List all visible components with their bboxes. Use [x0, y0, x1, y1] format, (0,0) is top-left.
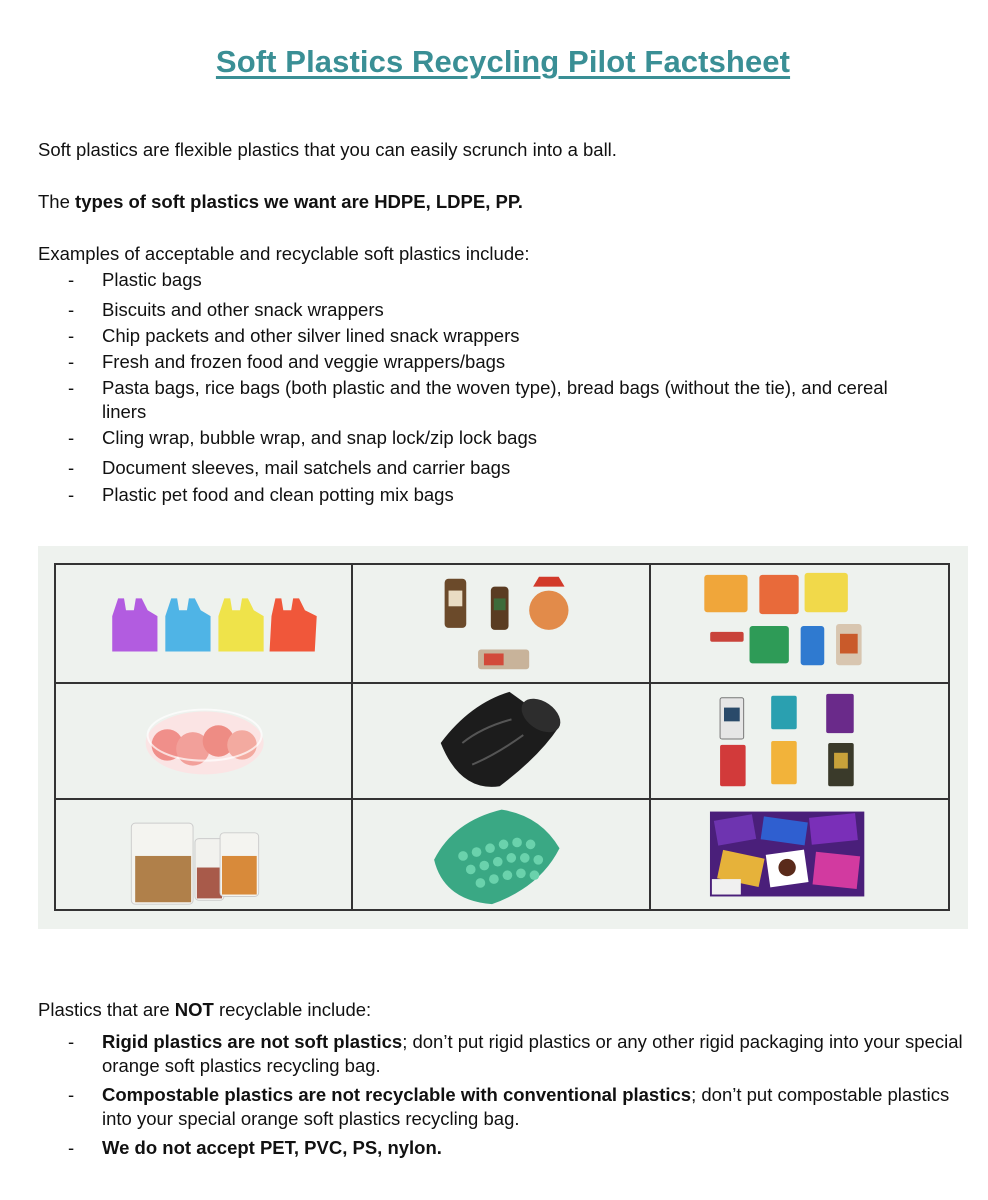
zip-lock-bags-image [56, 800, 353, 909]
list-marker: - [68, 377, 75, 398]
list-item-bold: Rigid plastics are not soft plastics [102, 1031, 403, 1052]
list-item-text: Cling wrap, bubble wrap, and snap lock/zip lock bags [102, 427, 537, 448]
plastic-bags-image [56, 565, 353, 684]
list-item-text: Fresh and frozen food and veggie wrappers/bags [102, 351, 506, 372]
list-item-text: ; don’t put compostable plastics into your special orange soft plastics recycling bag. [102, 1084, 950, 1129]
list-item [38, 268, 908, 292]
list-item [38, 298, 908, 322]
list-marker: - [68, 1137, 75, 1158]
examples-image-grid [54, 563, 950, 911]
page-title: Soft Plastics Recycling Pilot Factsheet [215, 44, 791, 79]
acceptable-list [38, 268, 908, 507]
types-prefix: The [38, 191, 76, 212]
list-marker: - [68, 1084, 75, 1105]
list-item-bold: We do not accept PET, PVC, PS, nylon. [102, 1137, 442, 1158]
types-statement [38, 190, 523, 214]
list-item [38, 483, 908, 507]
list-marker: - [68, 484, 75, 505]
not-recyclable-list [38, 1030, 978, 1160]
list-item [38, 1083, 978, 1131]
list-item [38, 350, 908, 374]
list-item [38, 1136, 978, 1160]
list-marker: - [68, 299, 75, 320]
list-marker: - [68, 427, 75, 448]
list-item-text: Pasta bags, rice bags (both plastic and the woven type), bread bags (without the tie), and cereal liners [102, 377, 888, 422]
list-item [38, 456, 908, 480]
not-recyclable-heading [38, 998, 371, 1022]
types-bold: types of soft plastics we want are HDPE, LDPE, PP. [75, 191, 523, 212]
snack-wrappers-image [651, 800, 948, 909]
list-marker: - [68, 325, 75, 346]
intro-text: Soft plastics are flexible plastics that you can easily scrunch into a ball. [38, 139, 617, 160]
list-item-text: Plastic pet food and clean potting mix bags [102, 484, 454, 505]
cling-wrap-roll-image [353, 684, 650, 800]
list-marker: - [68, 269, 75, 290]
list-item-bold: Compostable plastics are not recyclable with conventional plastics [102, 1084, 692, 1105]
list-item [38, 324, 908, 348]
list-item-text: Plastic bags [102, 269, 202, 290]
list-item-text: Chip packets and other silver lined snack wrappers [102, 325, 520, 346]
list-item [38, 426, 908, 450]
list-marker: - [68, 1031, 75, 1052]
bubble-wrap-image [353, 800, 650, 909]
list-marker: - [68, 351, 75, 372]
bread-bags-image [353, 565, 650, 684]
frozen-food-bags-image [651, 565, 948, 684]
not-recyclable-heading-prefix: Plastics that are [38, 999, 175, 1020]
list-item [38, 376, 908, 424]
list-item-text: ; don’t put rigid plastics or any other rigid packaging into your special orange soft plastics recycling bag. [102, 1031, 963, 1076]
list-marker: - [68, 457, 75, 478]
not-recyclable-heading-bold: NOT [174, 999, 214, 1020]
fruit-bag-image [56, 684, 353, 800]
list-item-text: Biscuits and other snack wrappers [102, 299, 384, 320]
not-recyclable-heading-suffix: recyclable include: [213, 999, 372, 1020]
examples-image-panel [38, 546, 968, 929]
list-item [38, 1030, 978, 1078]
list-item-text: Document sleeves, mail satchels and carrier bags [102, 457, 511, 478]
acceptable-heading: Examples of acceptable and recyclable soft plastics include: [38, 243, 530, 264]
pet-food-bags-image [651, 684, 948, 800]
